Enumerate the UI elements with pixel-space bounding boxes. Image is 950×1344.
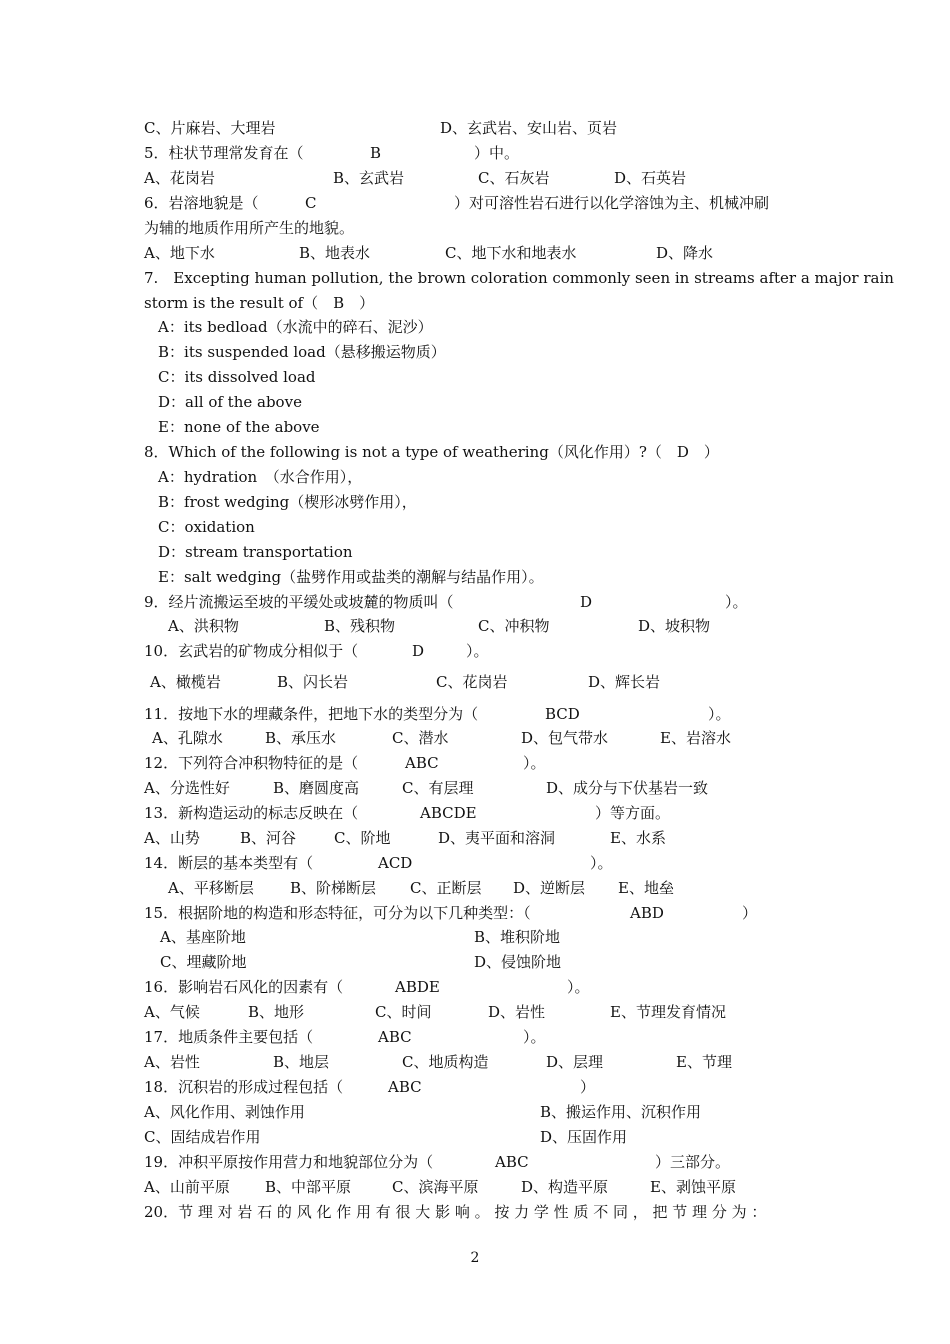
text-segment: C、地下水和地表水 bbox=[445, 244, 577, 262]
text-segment: ）。 bbox=[523, 754, 546, 772]
text-segment: ）。 bbox=[708, 705, 731, 723]
text-segment: A、平移断层 bbox=[168, 879, 254, 897]
text-segment: D：stream transportation bbox=[158, 543, 353, 561]
text-segment: B：its suspended load（悬移搬运物质） bbox=[158, 343, 446, 361]
text-segment: ABC bbox=[378, 1028, 412, 1046]
text-segment: C、埋藏阶地 bbox=[160, 953, 247, 971]
text-segment: ABD bbox=[630, 904, 664, 922]
text-segment: B、堆积阶地 bbox=[474, 928, 561, 946]
text-segment: 15．根据阶地的构造和形态特征，可分为以下几种类型：（ bbox=[144, 904, 531, 922]
text-segment: C、片麻岩、大理岩 bbox=[144, 119, 276, 137]
text-segment: D、降水 bbox=[656, 244, 714, 262]
text-segment: A：hydration （水合作用）， bbox=[158, 468, 363, 486]
text-segment: B bbox=[370, 144, 382, 162]
text-segment: D、构造平原 bbox=[521, 1178, 609, 1196]
text-segment: ）等方面。 bbox=[595, 804, 671, 822]
text-segment: 16．影响岩石风化的因素有（ bbox=[144, 978, 344, 996]
text-segment: C、阶地 bbox=[334, 829, 391, 847]
text-segment: C：its dissolved load bbox=[158, 368, 316, 386]
text-segment: 13．新构造运动的标志反映在（ bbox=[144, 804, 359, 822]
text-segment: C、花岗岩 bbox=[436, 673, 508, 691]
text-segment: C、有层理 bbox=[402, 779, 474, 797]
text-segment: A、岩性 bbox=[144, 1053, 200, 1071]
text-segment: B、搬运作用、沉积作用 bbox=[540, 1103, 702, 1121]
text-segment: A、孔隙水 bbox=[152, 729, 223, 747]
text-segment: D、玄武岩、安山岩、页岩 bbox=[440, 119, 618, 137]
text-segment: 10．玄武岩的矿物成分相似于（ bbox=[144, 642, 359, 660]
text-segment: A、地下水 bbox=[144, 244, 215, 262]
text-segment: 11．按地下水的埋藏条件，把地下水的类型分为（ bbox=[144, 705, 479, 723]
text-segment: A、风化作用、剥蚀作用 bbox=[144, 1103, 305, 1121]
text-segment: E、剥蚀平原 bbox=[650, 1178, 736, 1196]
text-segment: 9．经片流搬运至坡的平缓处或坡麓的物质叫（ bbox=[144, 593, 454, 611]
text-segment: E：salt wedging（盐劈作用或盐类的潮解与结晶作用）。 bbox=[158, 568, 544, 586]
text-segment: D bbox=[412, 642, 425, 660]
text-segment: 12．下列符合冲积物特征的是（ bbox=[144, 754, 359, 772]
text-segment: ）。 bbox=[590, 854, 613, 872]
text-segment: D：all of the above bbox=[158, 393, 302, 411]
text-segment: D、夷平面和溶洞 bbox=[438, 829, 556, 847]
text-segment: ）三部分。 bbox=[655, 1153, 731, 1171]
text-segment: B、地层 bbox=[273, 1053, 330, 1071]
text-segment: C、潜水 bbox=[392, 729, 449, 747]
text-segment: A、基座阶地 bbox=[160, 928, 246, 946]
text-segment: ）。 bbox=[466, 642, 489, 660]
text-segment: A、花岗岩 bbox=[144, 169, 215, 187]
text-segment: E、节理发育情况 bbox=[610, 1003, 726, 1021]
text-segment: D、岩性 bbox=[488, 1003, 546, 1021]
text-segment: 5．柱状节理常发育在（ bbox=[144, 144, 304, 162]
text-segment: B、承压水 bbox=[265, 729, 337, 747]
text-segment: ）。 bbox=[523, 1028, 546, 1046]
text-segment: D、坡积物 bbox=[638, 617, 711, 635]
text-segment: A、洪积物 bbox=[168, 617, 239, 635]
text-segment: E：none of the above bbox=[158, 418, 320, 436]
text-segment: B、阶梯断层 bbox=[290, 879, 377, 897]
text-segment: A、橄榄岩 bbox=[150, 673, 221, 691]
text-segment: 6．岩溶地貌是（ bbox=[144, 194, 259, 212]
text-segment: ABC bbox=[495, 1153, 529, 1171]
text-segment: 18．沉积岩的形成过程包括（ bbox=[144, 1078, 344, 1096]
text-segment: B、闪长岩 bbox=[277, 673, 349, 691]
text-segment: D、石英岩 bbox=[614, 169, 687, 187]
text-segment: C、冲积物 bbox=[478, 617, 550, 635]
text-segment: D、层理 bbox=[546, 1053, 604, 1071]
text-segment: storm is the result of（ B ） bbox=[144, 294, 375, 312]
text-segment: 14．断层的基本类型有（ bbox=[144, 854, 314, 872]
text-segment: 为辅的地质作用所产生的地貌。 bbox=[144, 219, 355, 237]
text-segment: E、水系 bbox=[610, 829, 666, 847]
text-segment: ABCDE bbox=[420, 804, 477, 822]
page-number: 2 bbox=[470, 1250, 480, 1266]
text-segment: C、地质构造 bbox=[402, 1053, 489, 1071]
text-segment: B、地形 bbox=[248, 1003, 305, 1021]
text-segment: 7. Excepting human pollution, the brown coloration commonly seen in streams after a major rain bbox=[144, 269, 894, 287]
text-segment: ） bbox=[580, 1078, 596, 1096]
text-segment: A、气候 bbox=[144, 1003, 200, 1021]
text-segment: E、岩溶水 bbox=[660, 729, 731, 747]
text-segment: 20．节 理 对 岩 石 的 风 化 作 用 有 很 大 影 响 。 按 力 学 性 质 不 同 ， 把 节 理 分 为 ： bbox=[144, 1203, 767, 1221]
text-segment: D、成分与下伏基岩一致 bbox=[546, 779, 709, 797]
text-segment: ABC bbox=[388, 1078, 422, 1096]
text-segment: ）。 bbox=[725, 593, 748, 611]
text-segment: C、正断层 bbox=[410, 879, 482, 897]
text-segment: ACD bbox=[378, 854, 413, 872]
text-segment: C、时间 bbox=[375, 1003, 432, 1021]
text-segment: C、石灰岩 bbox=[478, 169, 550, 187]
text-segment: BCD bbox=[545, 705, 580, 723]
text-segment: B、中部平原 bbox=[265, 1178, 352, 1196]
text-segment: 8．Which of the following is not a type of weathering（风化作用）?（ D ） bbox=[144, 443, 719, 461]
text-segment: D、侵蚀阶地 bbox=[474, 953, 562, 971]
text-segment: ）。 bbox=[567, 978, 590, 996]
text-segment: A：its bedload（水流中的碎石、泥沙） bbox=[158, 318, 433, 336]
text-segment: D、辉长岩 bbox=[588, 673, 661, 691]
text-segment: ABC bbox=[405, 754, 439, 772]
text-segment: C、固结成岩作用 bbox=[144, 1128, 261, 1146]
text-segment: ） bbox=[742, 904, 758, 922]
text-segment: E、地垒 bbox=[618, 879, 674, 897]
text-segment: D、逆断层 bbox=[513, 879, 586, 897]
text-segment: B、河谷 bbox=[240, 829, 297, 847]
text-segment: B、磨圆度高 bbox=[273, 779, 360, 797]
text-segment: B、残积物 bbox=[324, 617, 396, 635]
text-segment: 19．冲积平原按作用营力和地貌部位分为（ bbox=[144, 1153, 434, 1171]
text-segment: 17．地质条件主要包括（ bbox=[144, 1028, 314, 1046]
text-segment: A、山前平原 bbox=[144, 1178, 230, 1196]
text-segment: ）中。 bbox=[474, 144, 520, 162]
text-segment: D、压固作用 bbox=[540, 1128, 628, 1146]
text-segment: B、玄武岩 bbox=[333, 169, 405, 187]
text-segment: E、节理 bbox=[676, 1053, 732, 1071]
text-segment: B：frost wedging（楔形冰劈作用）， bbox=[158, 493, 417, 511]
text-segment: B、地表水 bbox=[299, 244, 371, 262]
text-segment: ABDE bbox=[395, 978, 440, 996]
text-segment: A、山势 bbox=[144, 829, 200, 847]
text-segment: ）对可溶性岩石进行以化学溶蚀为主、机械冲刷 bbox=[454, 194, 770, 212]
text-segment: C、滨海平原 bbox=[392, 1178, 479, 1196]
text-segment: D、包气带水 bbox=[521, 729, 609, 747]
text-segment: D bbox=[580, 593, 593, 611]
text-segment: C bbox=[305, 194, 317, 212]
text-segment: C：oxidation bbox=[158, 518, 255, 536]
text-segment: A、分选性好 bbox=[144, 779, 230, 797]
